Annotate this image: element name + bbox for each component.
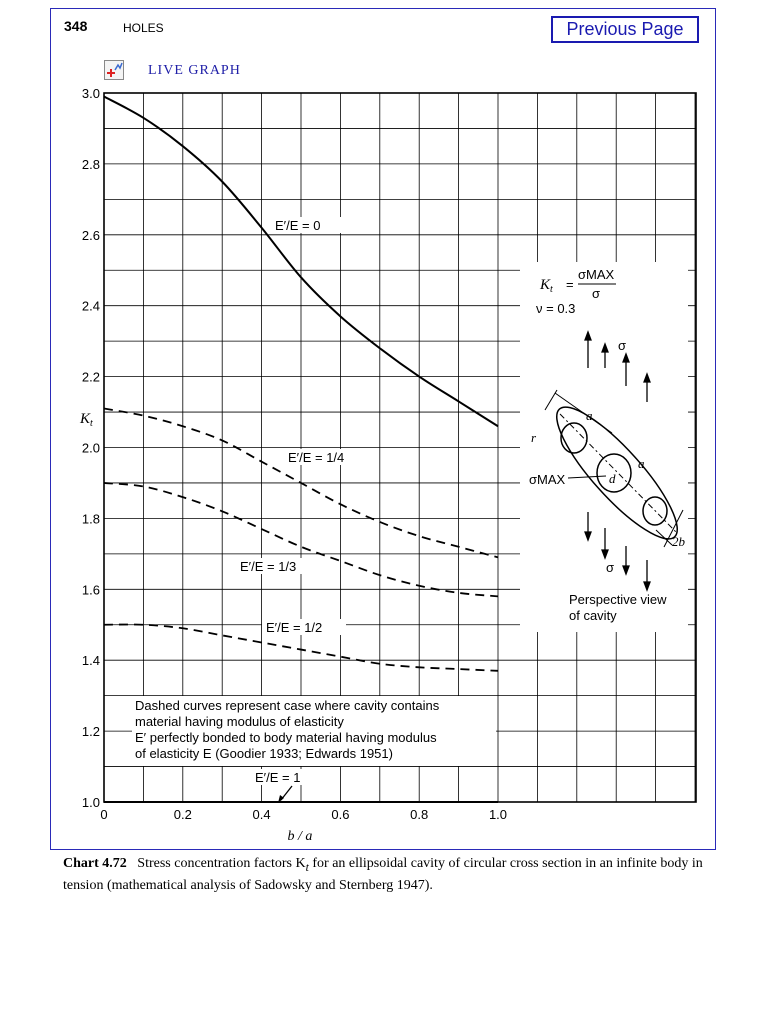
- y-tick-label: 1.6: [81, 582, 100, 598]
- series-label-2: E′/E = 1/3: [240, 559, 297, 574]
- y-tick-label: 1.4: [81, 653, 100, 669]
- note-line-3: of elasticity E (Goodier 1933; Edwards 1951): [135, 746, 393, 761]
- previous-page-button[interactable]: Previous Page: [551, 16, 699, 43]
- sigma-bottom-label: σ: [606, 560, 615, 575]
- y-tick-label: 1.2: [81, 724, 100, 740]
- a-label-top: a: [586, 408, 593, 423]
- y-tick-label: 2.0: [81, 440, 100, 456]
- y-tick-label: 2.8: [81, 156, 100, 172]
- sigma-top-label: σ: [618, 338, 627, 353]
- inset-figure: [520, 262, 692, 632]
- series-label-1: E′/E = 1/4: [288, 450, 345, 465]
- y-tick-label: 3.0: [81, 86, 100, 101]
- formula-equals: =: [566, 277, 574, 292]
- sigma-max-label: σMAX: [529, 472, 566, 487]
- formula-numerator: σMAX: [578, 267, 615, 282]
- y-tick-label: 2.6: [81, 227, 100, 243]
- page-number: 348: [64, 18, 88, 34]
- x-tick-label: 0.4: [252, 807, 271, 822]
- caption-text: Stress concentration factors K: [137, 856, 306, 871]
- r-label: r: [531, 430, 537, 445]
- x-tick-label: 0: [100, 807, 108, 822]
- note-line-2: E′ perfectly bonded to body material having modulus: [135, 730, 437, 745]
- a-label-right: a: [638, 456, 645, 471]
- x-tick-label: 0.6: [331, 807, 350, 822]
- section-title: HOLES: [123, 21, 164, 35]
- figure-caption: [63, 855, 708, 895]
- series-label-3: E′/E = 1/2: [266, 620, 323, 635]
- x-tick-label: 1.0: [488, 807, 508, 822]
- x-axis-label: b / a: [287, 829, 313, 844]
- caption-label: Chart 4.72: [63, 856, 127, 871]
- note-line-1: material having modulus of elasticity: [135, 714, 344, 729]
- d-label: d: [609, 471, 616, 486]
- y-tick-label: 1.0: [81, 795, 100, 810]
- caption-text-2: for an ellipsoidal cavity of circular cross section in an infinite body in tension (mathematical analysis of Sadowsky and Sternberg 1947).: [63, 856, 703, 893]
- perspective-line-0: Perspective view: [569, 592, 667, 607]
- x-tick-label: 0.2: [173, 807, 192, 822]
- series-label-0: E′/E = 0: [275, 218, 321, 233]
- formula-denominator: σ: [592, 286, 601, 301]
- caption-sub: t: [305, 860, 309, 874]
- inset-bg: [520, 262, 688, 632]
- y-tick-label: 2.4: [81, 298, 100, 314]
- y-tick-label: 2.2: [81, 369, 100, 385]
- series-label-4: E′/E = 1: [255, 770, 301, 785]
- live-graph-label: LIVE GRAPH: [148, 63, 241, 78]
- perspective-line-1: of cavity: [569, 608, 617, 623]
- note-line-0: Dashed curves represent case where cavity contains: [135, 698, 440, 713]
- x-tick-label: 0.8: [410, 807, 429, 822]
- y-axis-label: $K_t$: [80, 411, 93, 429]
- y-tick-label: 1.8: [81, 511, 100, 527]
- poisson-ratio: ν = 0.3: [536, 301, 576, 316]
- twob-label: 2b: [672, 534, 685, 549]
- formula-lhs: $K_t$: [540, 277, 553, 295]
